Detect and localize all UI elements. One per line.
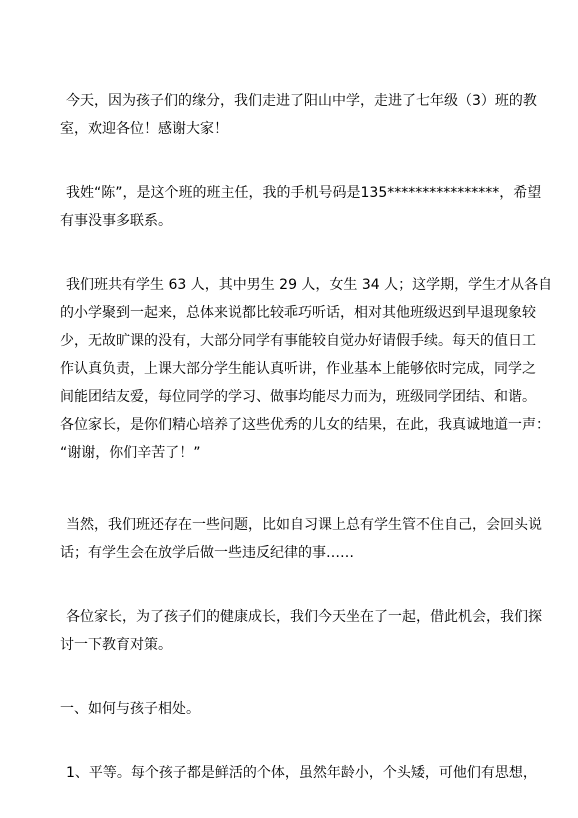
paragraph-problems [60, 511, 542, 567]
section-heading [60, 695, 530, 723]
paragraph-discussion [60, 603, 542, 659]
paragraph-equality [60, 759, 537, 787]
paragraph-line: 讨一下教育对策。 [60, 637, 172, 653]
paragraph-class-overview [60, 271, 553, 467]
paragraph-line: 有事没事多联系。 [60, 213, 172, 229]
paragraph-line: 的小学聚到一起来，总体来说都比较乖巧听话，相对其他班级迟到早退现象较 [60, 305, 536, 321]
paragraph-line: 间能团结友爱，每位同学的学习、做事均能尽力而为，班级同学团结、和谐。 [60, 389, 536, 405]
paragraph-line: 今天，因为孩子们的缘分，我们走进了阳山中学，走进了七年级（3）班的教 [66, 93, 537, 109]
paragraph-line: 各位家长，是你们精心培养了这些优秀的儿女的结果，在此，我真诚地道一声： [60, 417, 550, 433]
paragraph-line: 我们班共有学生 63 人，其中男生 29 人，女生 34 人；这学期，学生才从各自 [66, 277, 553, 293]
paragraph-line: 当然，我们班还存在一些问题，比如自习课上总有学生管不住自己，会回头说 [66, 517, 542, 533]
heading-line: 一、如何与孩子相处。 [60, 701, 200, 717]
paragraph-welcome [60, 87, 537, 143]
paragraph-line: 作认真负责，上课大部分学生能认真听讲，作业基本上能够依时完成，同学之 [60, 361, 536, 377]
paragraph-line: “谢谢，你们辛苦了！” [60, 445, 201, 461]
paragraph-line: 话；有学生会在放学后做一些违反纪律的事…… [60, 545, 354, 561]
paragraph-line: 各位家长，为了孩子们的健康成长，我们今天坐在了一起，借此机会，我们探 [66, 609, 542, 625]
paragraph-line: 室，欢迎各位！感谢大家！ [60, 121, 228, 137]
paragraph-line: 1、平等。每个孩子都是鲜活的个体，虽然年龄小，个头矮，可他们有思想， [66, 765, 537, 781]
paragraph-introduction [60, 179, 542, 235]
paragraph-line: 少，无故旷课的没有，大部分同学有事能较自觉办好请假手续。每天的值日工 [60, 333, 536, 349]
paragraph-line: 我姓“陈”，是这个班的班主任，我的手机号码是135****************，希望 [66, 185, 542, 201]
